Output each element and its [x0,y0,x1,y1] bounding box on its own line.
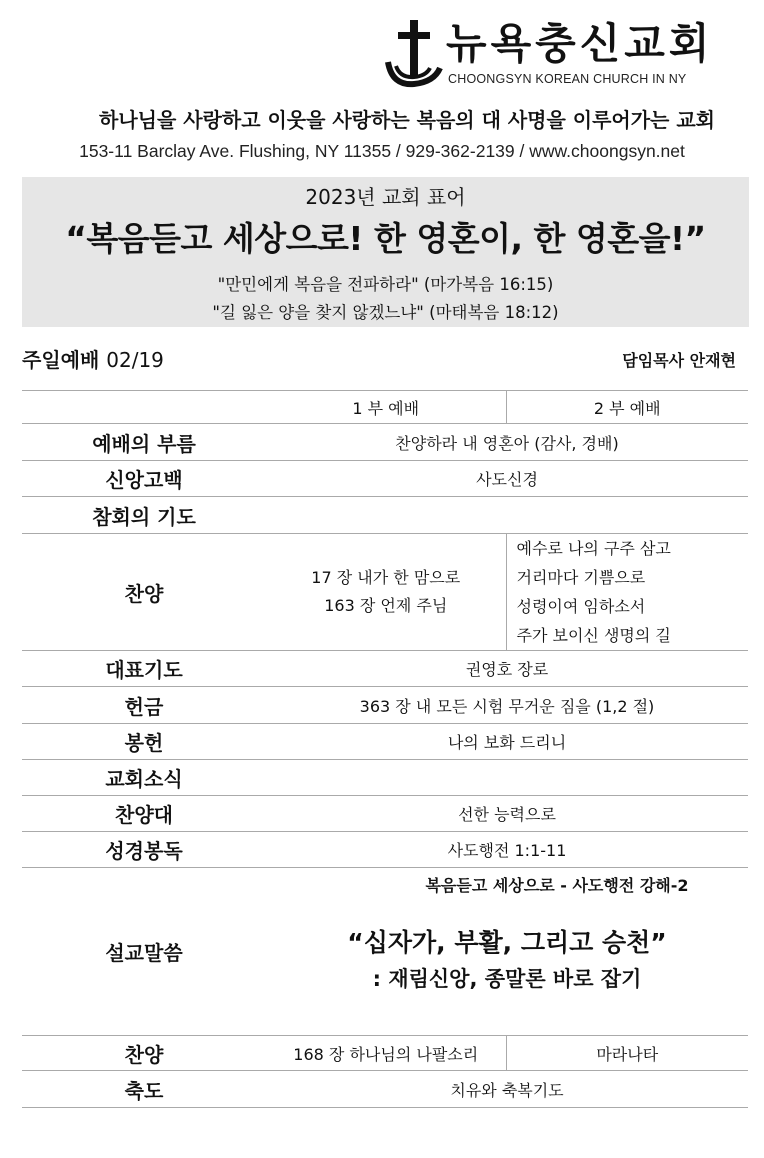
table-row [22,424,748,461]
repentance-prayer-label: 참회의 기도 [22,497,266,534]
choir-label: 찬양대 [22,796,266,832]
benediction-value: 치유와 축복기도 [266,1071,748,1108]
song-item: 주가 보이신 생명의 길 [516,626,671,645]
church-news-label: 교회소식 [22,760,266,796]
service-date: 02/19 [106,348,164,372]
song-item: 거리마다 기쁨으로 [516,568,646,587]
theme-verse-1: "만민에게 복음을 전파하라" (마가복음 16:15) [217,275,554,294]
table-row [22,760,748,796]
praise-service-1 [266,534,506,651]
table-row [22,391,748,424]
table-row [22,1036,748,1071]
table-row [22,461,748,497]
theme-verse-2: "길 잃은 양을 찾지 않겠느냐" (마태복음 18:12) [212,303,559,322]
service-title [22,344,164,373]
creed-value: 사도신경 [266,461,748,497]
cross-logo-icon [384,18,444,92]
church-motto: 하나님을 사랑하고 이웃을 사랑하는 복음의 대 사명을 이루어가는 교회 [99,108,715,132]
worship-order-table [22,390,748,1108]
praise-label: 찬양 [22,534,266,651]
dedication-value: 나의 보화 드리니 [266,724,748,760]
call-to-worship-label: 예배의 부름 [22,424,266,461]
offering-value: 363 장 내 모든 시험 무거운 짐을 (1,2 절) [266,687,748,724]
table-row [22,832,748,868]
church-name: 뉴욕충신교회 [446,19,714,68]
church-news-value [266,760,748,796]
representative-prayer-label: 대표기도 [22,651,266,687]
song-item: 예수로 나의 구주 삼고 [516,539,671,558]
closing-praise-service-1: 168 장 하나님의 나팔소리 [266,1036,506,1071]
repentance-prayer-value [266,497,748,534]
hymn-item: 163 장 언제 주님 [324,596,448,615]
blank-cell [22,391,266,424]
creed-label: 신앙고백 [22,461,266,497]
sermon-label: 설교말씀 [22,868,266,1036]
choir-value: 선한 능력으로 [266,796,748,832]
closing-praise-service-2: 마라나타 [506,1036,748,1071]
theme-headline: “복음듣고 세상으로! 한 영혼이, 한 영혼을!” [65,219,706,258]
table-row [22,651,748,687]
dedication-label: 봉헌 [22,724,266,760]
table-row [22,724,748,760]
sermon-cell [266,868,748,1036]
theme-year-label: 2023년 교회 표어 [305,185,466,209]
sermon-subtitle: : 재림신앙, 종말론 바로 잡기 [372,966,642,991]
scripture-reading-label: 성경봉독 [22,832,266,868]
yearly-theme-banner [22,177,749,327]
church-logo [384,18,734,92]
table-row [22,796,748,832]
scripture-reading-value: 사도행전 1:1-11 [266,832,748,868]
representative-prayer-value: 권영호 장로 [266,651,748,687]
church-address: 153-11 Barclay Ave. Flushing, NY 11355 / 929-362-2139 / www.choongsyn.net [79,141,685,161]
sermon-series: 복음듣고 세상으로 - 사도행전 강해-2 [425,875,689,895]
table-row [22,687,748,724]
table-row [22,497,748,534]
table-row [22,1071,748,1108]
service-2-header: 2 부 예배 [506,391,748,424]
hymn-item: 17 장 내가 한 맘으로 [311,568,461,587]
service-name: 주일예배 [22,348,100,372]
sermon-title: “십자가, 부활, 그리고 승천” [347,927,667,957]
benediction-label: 축도 [22,1071,266,1108]
closing-praise-label: 찬양 [22,1036,266,1071]
church-name-english: CHOONGSYN KOREAN CHURCH IN NY [448,72,687,86]
call-to-worship-value: 찬양하라 내 영혼아 (감사, 경배) [266,424,748,461]
senior-pastor: 담임목사 안재현 [622,351,736,370]
table-row [22,534,748,651]
praise-service-2 [506,534,748,651]
offering-label: 헌금 [22,687,266,724]
table-row [22,868,748,1036]
song-item: 성령이여 임하소서 [516,597,646,616]
service-1-header: 1 부 예배 [266,391,506,424]
